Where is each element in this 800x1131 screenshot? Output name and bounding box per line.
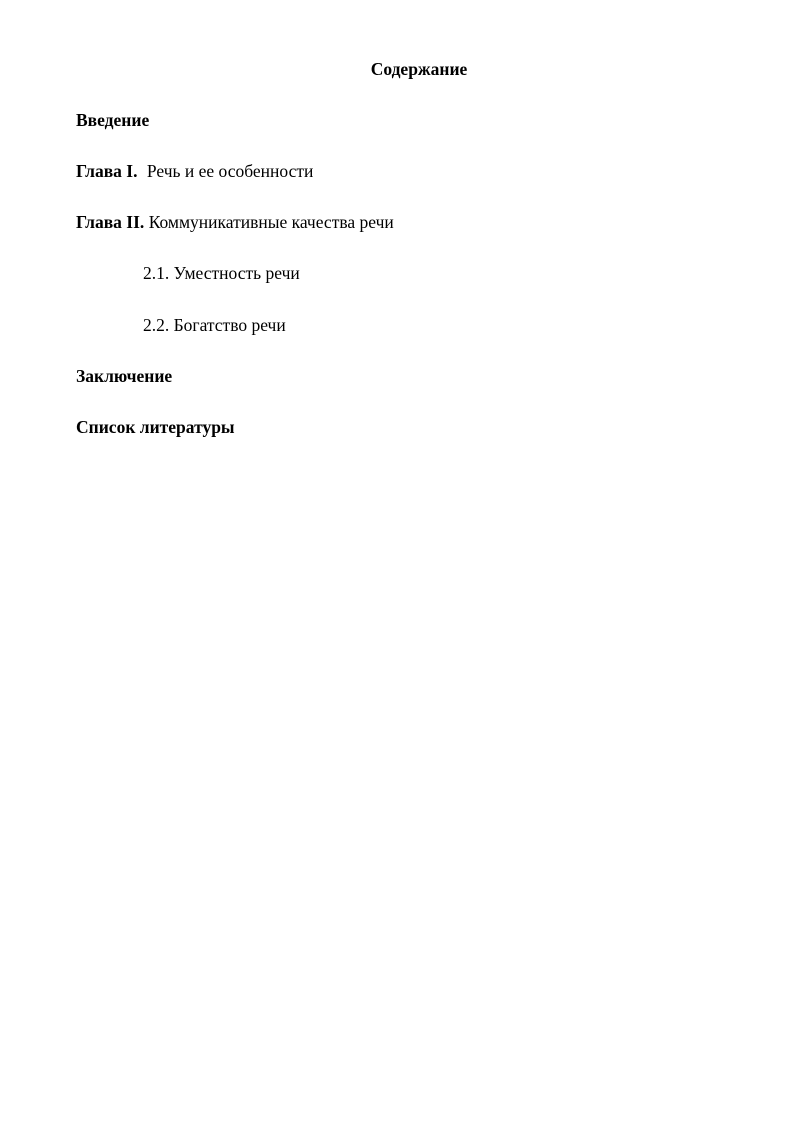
chapter-1-label: Глава I.	[76, 161, 138, 181]
toc-item-chapter-2	[76, 211, 394, 233]
chapter-2-title: Коммуникативные качества речи	[148, 212, 394, 232]
toc-item-section-2-1: 2.1. Уместность речи	[143, 263, 300, 283]
chapter-2-label: Глава II.	[76, 212, 145, 232]
toc-item-conclusion: Заключение	[76, 366, 173, 386]
toc-item-introduction: Введение	[76, 110, 150, 130]
toc-item-references: Список литературы	[76, 417, 235, 437]
toc-item-section-2-2: 2.2. Богатство речи	[143, 315, 286, 335]
page-title: Содержание	[370, 59, 468, 79]
toc-item-chapter-1	[76, 160, 313, 182]
chapter-1-title: Речь и ее особенности	[146, 161, 314, 181]
